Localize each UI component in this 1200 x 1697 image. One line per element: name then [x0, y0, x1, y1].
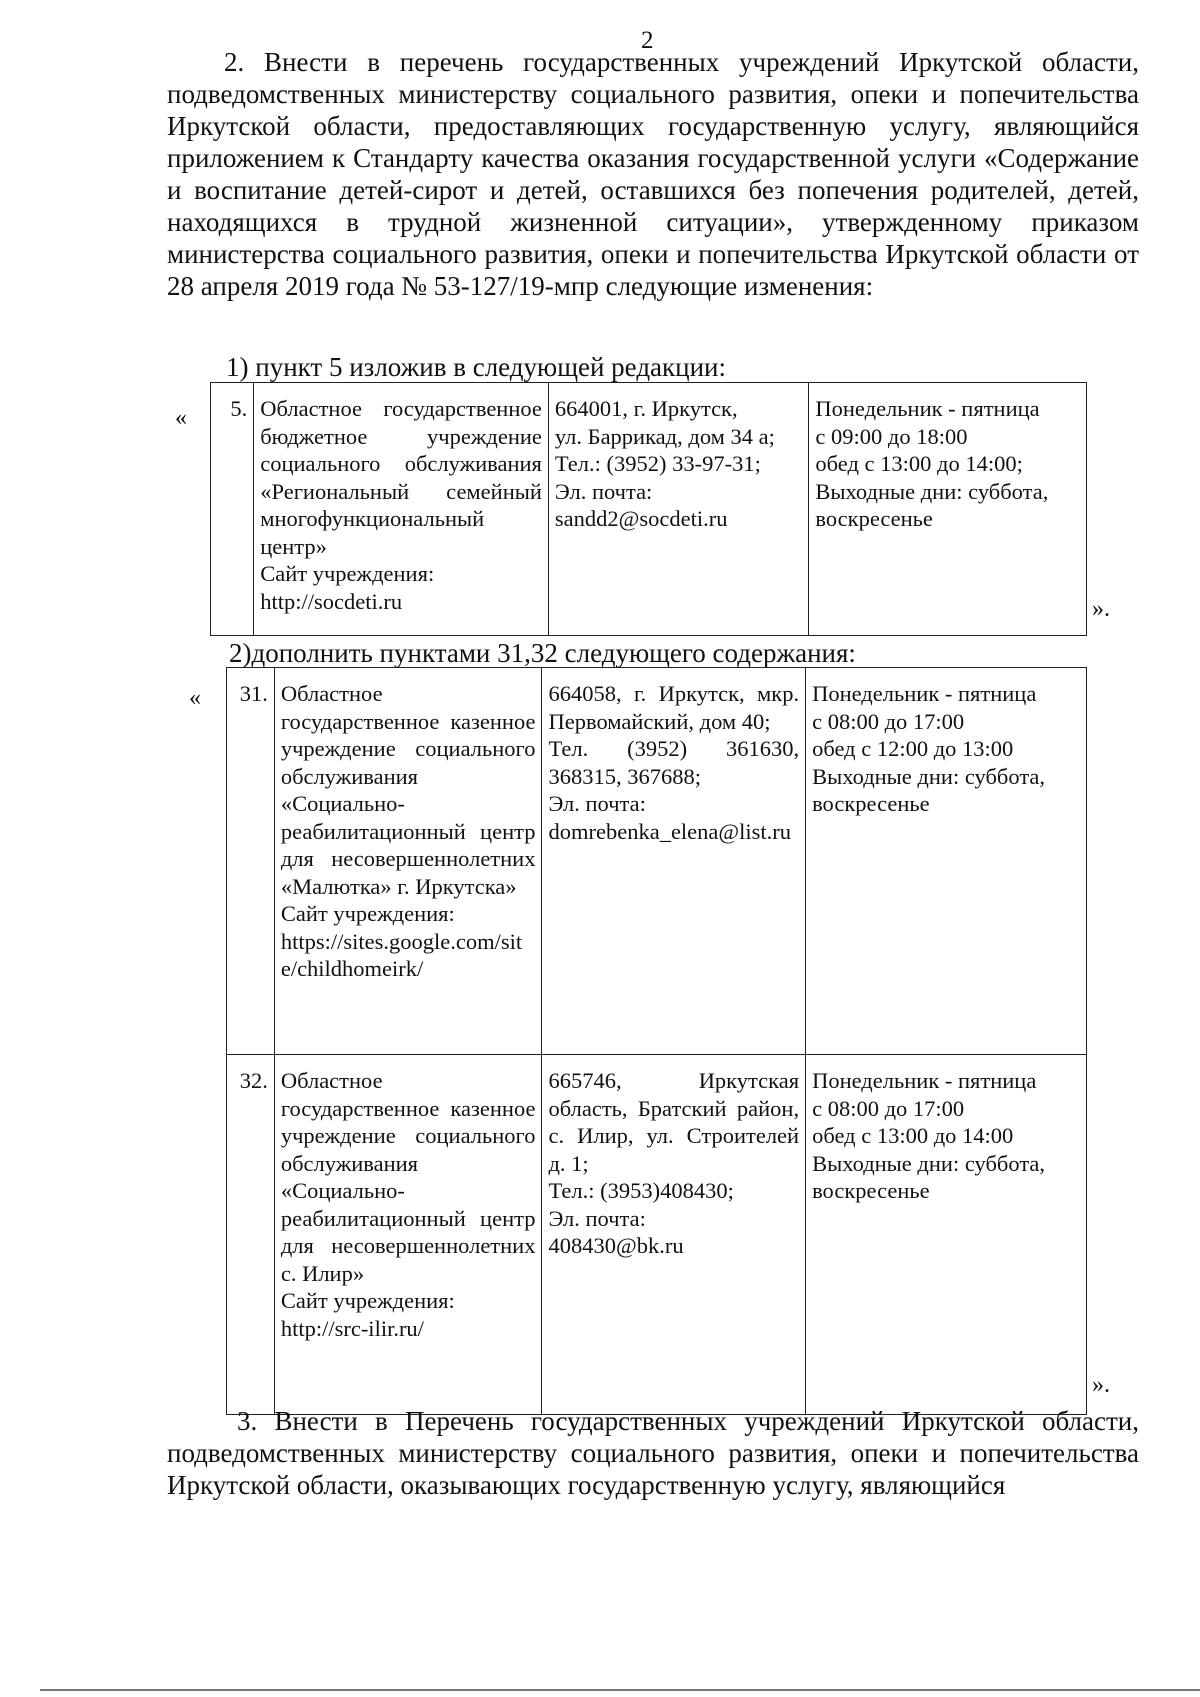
table-item-5	[210, 382, 1087, 636]
institution-cell	[274, 1055, 542, 1415]
row-number: 32.	[227, 1055, 275, 1415]
paragraph-2: 2. Внести в перечень государственных учреждений Иркутской области, подведомственных министерству социального развития, опеки и попечительства Иркутской области, предоставляющих государственную услугу, являющийся приложением к Стандарту качества оказания государственной услуги «Содержание и воспитание детей-сирот и детей, оставшихся без попечения родителей, детей, находящихся в трудной жизненной ситуации», утвержденному приказом министерства социального развития, опеки и попечительства Иркутской области от 28 апреля 2019 года № 53-127/19-мпр следующие изменения:	[167, 47, 1139, 301]
phone-line: Тел. (3952) 361630, 368315, 367688;	[548, 736, 800, 789]
email-label: Эл. почта:	[548, 791, 646, 816]
site-label: Сайт учреждения:	[260, 561, 435, 586]
row-number: 31.	[227, 668, 275, 1055]
hours-line: Выходные дни: суббота, воскресенье	[812, 1150, 1046, 1203]
institution-name: Областное государственное казенное учреждение социального обслуживания «Социально-реабилитационный центр для несовершеннолетних «Малютка» г. Иркутска»	[280, 681, 536, 899]
hours-line: с 08:00 до 17:00	[812, 708, 965, 734]
table-row	[227, 668, 1087, 1055]
email-value: 408430@bk.ru	[548, 1233, 684, 1258]
institution-name: Областное государственное бюджетное учреждение социального обслуживания «Региональный семейный многофункциональный центр»	[260, 396, 542, 559]
email-label: Эл. почта:	[548, 1205, 646, 1231]
table-items-31-32	[226, 667, 1087, 1415]
quote-close-2: ».	[1092, 1372, 1110, 1398]
address-cell	[548, 383, 808, 636]
quote-open-2: «	[189, 685, 201, 711]
site-url: https://sites.google.com/site/childhomeirk/	[280, 928, 523, 981]
subitem-2: 2)дополнить пунктами 31,32 следующего содержания:	[229, 638, 856, 668]
hours-line: с 09:00 до 18:00	[815, 423, 968, 449]
address-cell	[542, 1055, 806, 1415]
page-bottom-edge	[40, 1689, 1200, 1691]
hours-cell	[806, 1055, 1087, 1415]
hours-line: обед с 13:00 до 14:00;	[815, 451, 1023, 476]
site-label: Сайт учреждения:	[280, 901, 455, 926]
email-value: domrebenka_elena@list.ru	[548, 818, 791, 844]
hours-cell	[809, 383, 1087, 636]
phone-line: Тел.: (3952) 33-97-31;	[554, 451, 761, 476]
hours-line: Понедельник - пятница	[815, 396, 1040, 421]
table-row	[211, 383, 1087, 636]
hours-line: обед с 12:00 до 13:00	[812, 736, 1014, 761]
institution-cell	[254, 383, 549, 636]
hours-line: Понедельник - пятница	[812, 1068, 1037, 1093]
hours-line: с 08:00 до 17:00	[812, 1095, 965, 1121]
site-url: http://src-ilir.ru/	[280, 1315, 424, 1341]
quote-close-1: ».	[1092, 596, 1110, 622]
row-number: 5.	[211, 383, 254, 636]
hours-line: Понедельник - пятница	[812, 681, 1037, 706]
address-line: 664058, г. Иркутск, мкр. Первомайский, дом 40;	[548, 681, 800, 734]
phone-line: Тел.: (3953)408430;	[548, 1178, 734, 1203]
email-label: Эл. почта:	[554, 478, 653, 504]
paragraph-3: 3. Внести в Перечень государственных учреждений Иркутской области, подведомственных министерству социального развития, опеки и попечительства Иркутской области, оказывающих государственную услугу, являющийся	[167, 1406, 1139, 1500]
hours-cell	[806, 668, 1087, 1055]
site-url: http://socdeti.ru	[260, 588, 403, 614]
address-line: ул. Баррикад, дом 34 а;	[554, 423, 775, 449]
quote-open-1: «	[175, 405, 187, 431]
institution-name: Областное государственное казенное учреждение социального обслуживания «Социально-реабилитационный центр для несовершеннолетних с. Илир»	[280, 1068, 536, 1286]
page-number: 2	[641, 27, 654, 54]
institution-cell	[274, 668, 542, 1055]
table-row	[227, 1055, 1087, 1415]
address-cell	[542, 668, 806, 1055]
hours-line: Выходные дни: суббота, воскресенье	[815, 478, 1049, 531]
hours-line: Выходные дни: суббота, воскресенье	[812, 763, 1046, 816]
hours-line: обед с 13:00 до 14:00	[812, 1123, 1014, 1148]
email-value: sandd2@socdeti.ru	[554, 506, 728, 531]
address-line: 664001, г. Иркутск,	[554, 396, 738, 421]
site-label: Сайт учреждения:	[280, 1288, 455, 1313]
address-line: 665746, Иркутская область, Братский район, с. Илир, ул. Строителей д. 1;	[548, 1068, 800, 1176]
subitem-1: 1) пункт 5 изложив в следующей редакции:	[226, 352, 727, 382]
